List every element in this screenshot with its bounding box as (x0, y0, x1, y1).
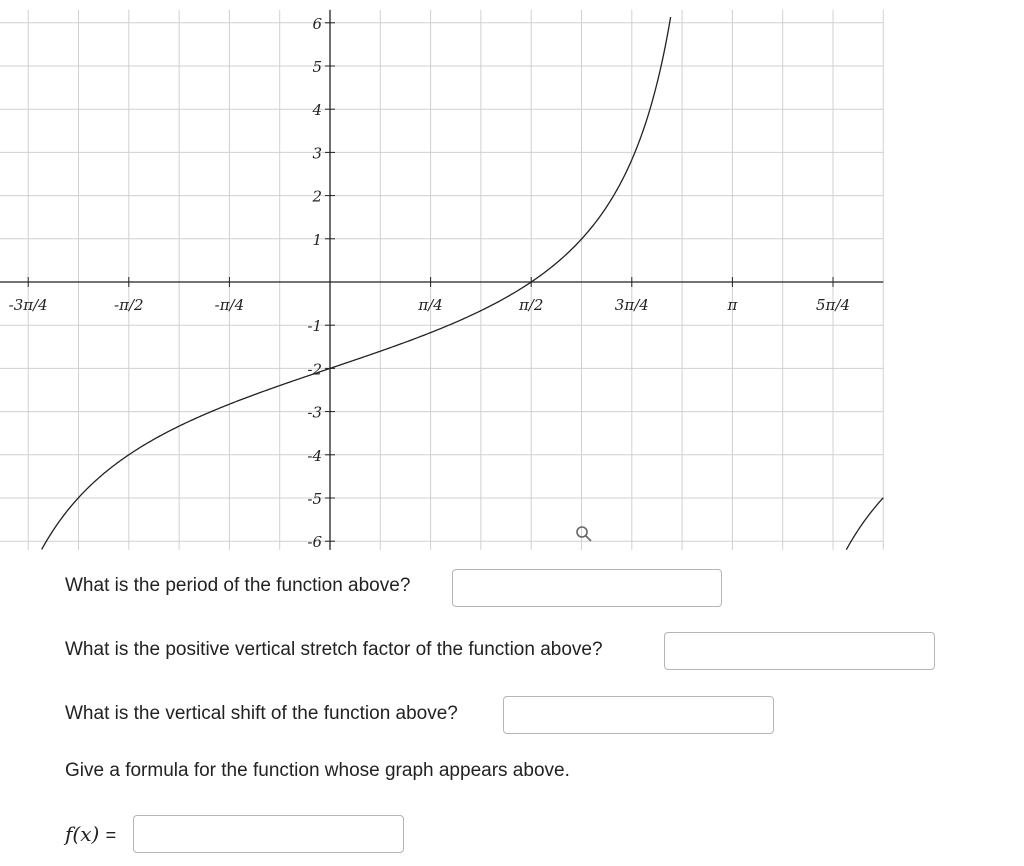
x-tick-label: π/4 (418, 296, 443, 314)
shift-input[interactable] (503, 696, 774, 734)
y-tick-label: 2 (312, 187, 322, 206)
x-tick-label: -π/4 (214, 296, 245, 314)
grid-lines (0, 10, 883, 550)
y-tick-label: -3 (307, 403, 322, 422)
stretch-input[interactable] (664, 632, 935, 670)
y-tick-label: -5 (307, 490, 322, 508)
x-tick-label: π (727, 296, 738, 314)
period-input[interactable] (452, 569, 722, 607)
curve-branch (846, 498, 883, 550)
y-tick-label: -1 (307, 317, 322, 336)
x-tick-labels (0, 296, 850, 314)
y-tick-label: -2 (307, 360, 322, 379)
stretch-question: What is the positive vertical stretch factor of the function above? (65, 639, 603, 660)
y-tick-label: -4 (307, 446, 322, 465)
x-tick-label: -3π/4 (8, 296, 48, 314)
period-question: What is the period of the function above? (65, 575, 411, 596)
y-tick-label: 6 (312, 14, 322, 33)
axes (0, 10, 883, 550)
magnifier-icon[interactable] (577, 527, 591, 541)
curve-branch (42, 14, 671, 550)
x-tick-label: -π/2 (114, 296, 144, 314)
y-tick-label: 5 (312, 58, 322, 76)
y-tick-labels (307, 15, 322, 551)
fx-equals: = (105, 825, 117, 845)
y-tick-label: 3 (312, 144, 322, 163)
x-tick-label: π/2 (518, 296, 544, 314)
formula-prompt: Give a formula for the function whose graph appears above. (65, 760, 570, 781)
x-tick-label: 5π/4 (816, 296, 850, 314)
fx-label (65, 822, 116, 846)
y-tick-label: -6 (307, 533, 322, 552)
curve-series (0, 11, 883, 552)
shift-question: What is the vertical shift of the function above? (65, 703, 458, 724)
formula-input[interactable] (133, 815, 404, 853)
x-tick-label: 3π/4 (614, 296, 649, 314)
y-tick-label: 1 (312, 230, 322, 249)
fx-name: f(x) (65, 822, 100, 846)
y-tick-label: 4 (312, 101, 322, 120)
